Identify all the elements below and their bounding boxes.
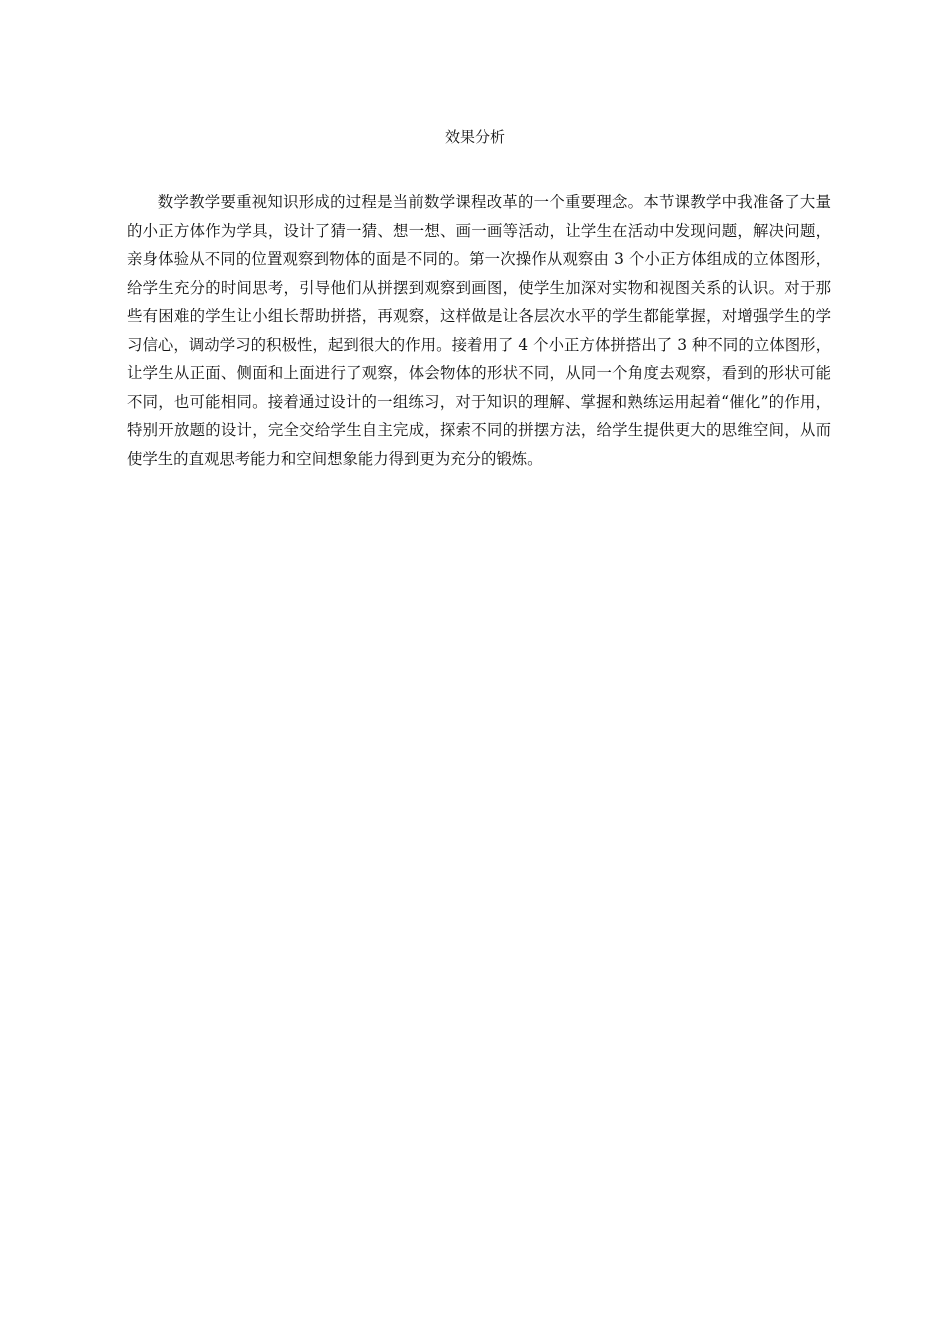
document-paragraph: 数学教学要重视知识形成的过程是当前数学课程改革的一个重要理念。本节课教学中我准备了大量的小正方体作为学具，设计了猜一猜、想一想、画一画等活动，让学生在活动中发现问题，解决问题，亲身体验从不同的位置观察到物体的面是不同的。第一次操作从观察由 3 个小正方体组成的立体图形，给学生充分的时间思考，引导他们从拼摆到观察到画图，使学生加深对实物和视图关系的认识。对于那些有困难的学生让小组长帮助拼搭，再观察，这样做是让各层次水平的学生都能掌握，对增强学生的学习信心，调动学习的积极性，起到很大的作用。接着用了 4 个小正方体拼搭出了 3 种不同的立体图形，让学生从正面、侧面和上面进行了观察，体会物体的形状不同，从同一个角度去观察，看到的形状可能不同，也可能相同。接着通过设计的一组练习，对于知识的理解、掌握和熟练运用起着“催化”的作用，特别开放题的设计，完全交给学生自主完成，探索不同的拼摆方法，给学生提供更大的思维空间，从而使学生的直观思考能力和空间想象能力得到更为充分的锻炼。 — [127, 193, 831, 468]
document-title: 效果分析 — [444, 128, 505, 146]
